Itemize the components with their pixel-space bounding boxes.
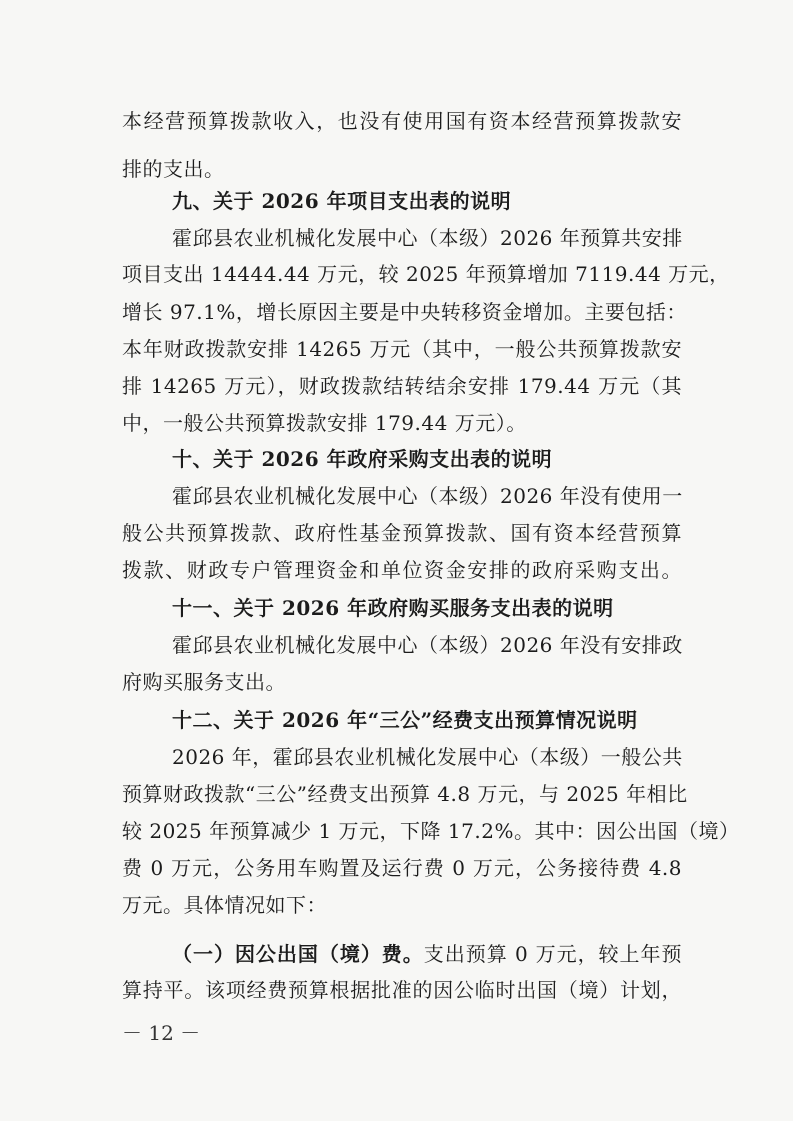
page-number: － 12 － [122, 1021, 201, 1045]
paragraph-line: 2026 年，霍邱县农业机械化发展中心（本级）一般公共 [172, 745, 683, 769]
paragraph-line: 霍邱县农业机械化发展中心（本级）2026 年没有使用一 [172, 484, 683, 508]
paragraph-line: 霍邱县农业机械化发展中心（本级）2026 年没有安排政 [172, 633, 683, 657]
subsection-text: 支出预算 0 万元，较上年预 [423, 942, 682, 966]
paragraph-line: 中，一般公共预算拨款安排 179.44 万元）。 [122, 411, 527, 435]
section-heading-12: 十二、关于 2026 年“三公”经费支出预算情况说明 [172, 708, 638, 732]
subsection-heading: （一）因公出国（境）费。 [172, 942, 424, 966]
paragraph-line: 本经营预算拨款收入，也没有使用国有资本经营预算拨款安 [122, 109, 682, 133]
paragraph-line: 费 0 万元，公务用车购置及运行费 0 万元，公务接待费 4.8 [122, 856, 682, 880]
section-heading-10: 十、关于 2026 年政府采购支出表的说明 [172, 447, 553, 471]
section-heading-11: 十一、关于 2026 年政府购买服务支出表的说明 [172, 596, 614, 620]
paragraph-line: 增长 97.1%，增长原因主要是中央转移资金增加。主要包括： [122, 300, 687, 324]
paragraph-line: 项目支出 14444.44 万元，较 2025 年预算增加 7119.44 万元， [122, 262, 730, 286]
subsection-paragraph [172, 939, 682, 969]
paragraph-line: 霍邱县农业机械化发展中心（本级）2026 年预算共安排 [172, 226, 683, 250]
paragraph-line: 较 2025 年预算减少 1 万元，下降 17.2%。其中：因公出国（境） [122, 819, 740, 843]
section-heading-9: 九、关于 2026 年项目支出表的说明 [172, 189, 512, 213]
paragraph-line: 排 14265 万元），财政拨款结转结余安排 179.44 万元（其 [122, 374, 682, 398]
paragraph-line: 算持平。该项经费预算根据批准的因公临时出国（境）计划， [122, 978, 682, 1002]
paragraph-line: 万元。具体情况如下： [122, 893, 327, 917]
paragraph-line: 府购买服务支出。 [122, 670, 286, 694]
paragraph-line: 预算财政拨款“三公”经费支出预算 4.8 万元，与 2025 年相比 [122, 782, 688, 806]
paragraph-line: 排的支出。 [122, 157, 225, 181]
paragraph-line: 般公共预算拨款、政府性基金预算拨款、国有资本经营预算 [122, 521, 682, 545]
paragraph-line: 本年财政拨款安排 14265 万元（其中，一般公共预算拨款安 [122, 337, 682, 361]
paragraph-line: 拨款、财政专户管理资金和单位资金安排的政府采购支出。 [122, 558, 682, 582]
